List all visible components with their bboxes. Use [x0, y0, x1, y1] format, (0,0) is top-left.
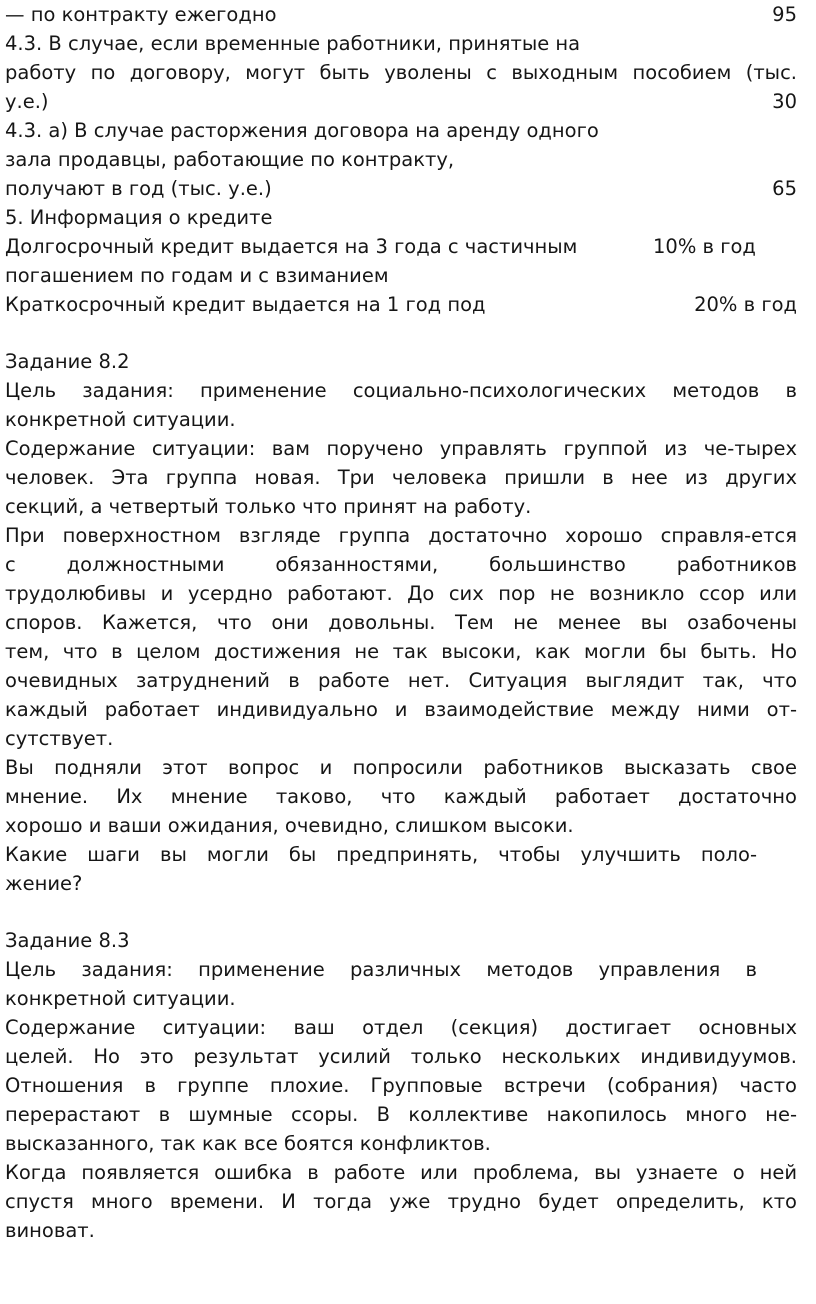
cost-list [5, 0, 797, 319]
paragraph-line: конкретной ситуации. [5, 408, 236, 431]
paragraph-line: Содержание ситуации: вам поручено управлять группой из че-тырех [5, 437, 797, 460]
paragraph-line: Цель задания: применение различных методов управления в [5, 958, 757, 981]
list-item [5, 87, 797, 116]
paragraph-line: перерастают в шумные ссоры. В коллективе накопилось много не- [5, 1103, 797, 1126]
item-text: 4.3. В случае, если временные работники, принятые на [5, 32, 581, 55]
task-title: Задание 8.3 [5, 929, 130, 952]
paragraph-line: человек. Эта группа новая. Три человека пришли в нее из других [5, 466, 797, 489]
item-text: 4.3. а) В случае расторжения договора на аренду одного [5, 119, 599, 142]
item-value: 95 [772, 3, 797, 26]
paragraph-line: с должностными обязанностями, большинство работников [5, 553, 797, 576]
paragraph-line: тем, что в целом достижения не так высоки, как могли бы быть. Но [5, 640, 797, 663]
paragraph-line: очевидных затруднений в работе нет. Ситуация выглядит так, что [5, 669, 797, 692]
paragraph-line: Какие шаги вы могли бы предпринять, чтобы улучшить поло- [5, 843, 757, 866]
list-item [5, 261, 797, 290]
list-item [5, 174, 797, 203]
task-title: Задание 8.2 [5, 350, 130, 373]
section-heading [5, 203, 797, 232]
list-item [5, 58, 797, 87]
item-value: 65 [772, 177, 797, 200]
paragraph-line: спустя много времени. И тогда уже трудно будет определить, кто [5, 1190, 797, 1213]
item-value: 10% в год [653, 235, 756, 258]
item-text: Долгосрочный кредит выдается на 3 года с частичным [5, 235, 578, 258]
item-value: 20% в год [694, 293, 797, 316]
paragraph-line: конкретной ситуации. [5, 987, 236, 1010]
heading-text: 5. Информация о кредите [5, 206, 273, 229]
item-value: 30 [772, 90, 797, 113]
list-item [5, 145, 797, 174]
item-text: у.е.) [5, 90, 49, 113]
item-text: работу по договору, могут быть уволены с выходным пособием (тыс. [5, 61, 797, 84]
paragraph-line: жение? [5, 872, 83, 895]
list-item [5, 290, 797, 319]
task-8-2 [5, 347, 797, 898]
paragraph-line: Вы подняли этот вопрос и попросили работников высказать свое [5, 756, 797, 779]
paragraph-line: целей. Но это результат усилий только нескольких индивидуумов. [5, 1045, 797, 1068]
paragraph-line: споров. Кажется, что они довольны. Тем не менее вы озабочены [5, 611, 797, 634]
paragraph-line: Цель задания: применение социально-психологических методов в [5, 379, 797, 402]
paragraph-line: Отношения в группе плохие. Групповые встречи (собрания) часто [5, 1074, 797, 1097]
list-item [5, 0, 797, 29]
list-item [5, 232, 797, 261]
item-text: зала продавцы, работающие по контракту, [5, 148, 455, 171]
paragraph-line: каждый работает индивидуально и взаимодействие между ними от- [5, 698, 797, 721]
paragraph-line: хорошо и ваши ожидания, очевидно, слишком высоки. [5, 814, 574, 837]
document-page [5, 0, 797, 1245]
paragraph-line: мнение. Их мнение таково, что каждый работает достаточно [5, 785, 797, 808]
paragraph-line: трудолюбивы и усердно работают. До сих пор не возникло ссор или [5, 582, 797, 605]
task-8-3 [5, 926, 797, 1245]
paragraph-line: При поверхностном взгляде группа достаточно хорошо справля-ется [5, 524, 797, 547]
item-text: погашением по годам и с взиманием [5, 264, 389, 287]
paragraph-line: Содержание ситуации: ваш отдел (секция) достигает основных [5, 1016, 797, 1039]
list-item [5, 29, 797, 58]
paragraph-line: высказанного, так как все боятся конфликтов. [5, 1132, 491, 1155]
paragraph-line: Когда появляется ошибка в работе или проблема, вы узнаете о ней [5, 1161, 797, 1184]
item-text: — по контракту ежегодно [5, 3, 277, 26]
item-text: Краткосрочный кредит выдается на 1 год под [5, 293, 486, 316]
paragraph-line: виноват. [5, 1219, 95, 1242]
item-text: получают в год (тыс. у.е.) [5, 177, 272, 200]
paragraph-line: сутствует. [5, 727, 114, 750]
paragraph-line: секций, а четвертый только что принят на работу. [5, 495, 532, 518]
list-item [5, 116, 797, 145]
